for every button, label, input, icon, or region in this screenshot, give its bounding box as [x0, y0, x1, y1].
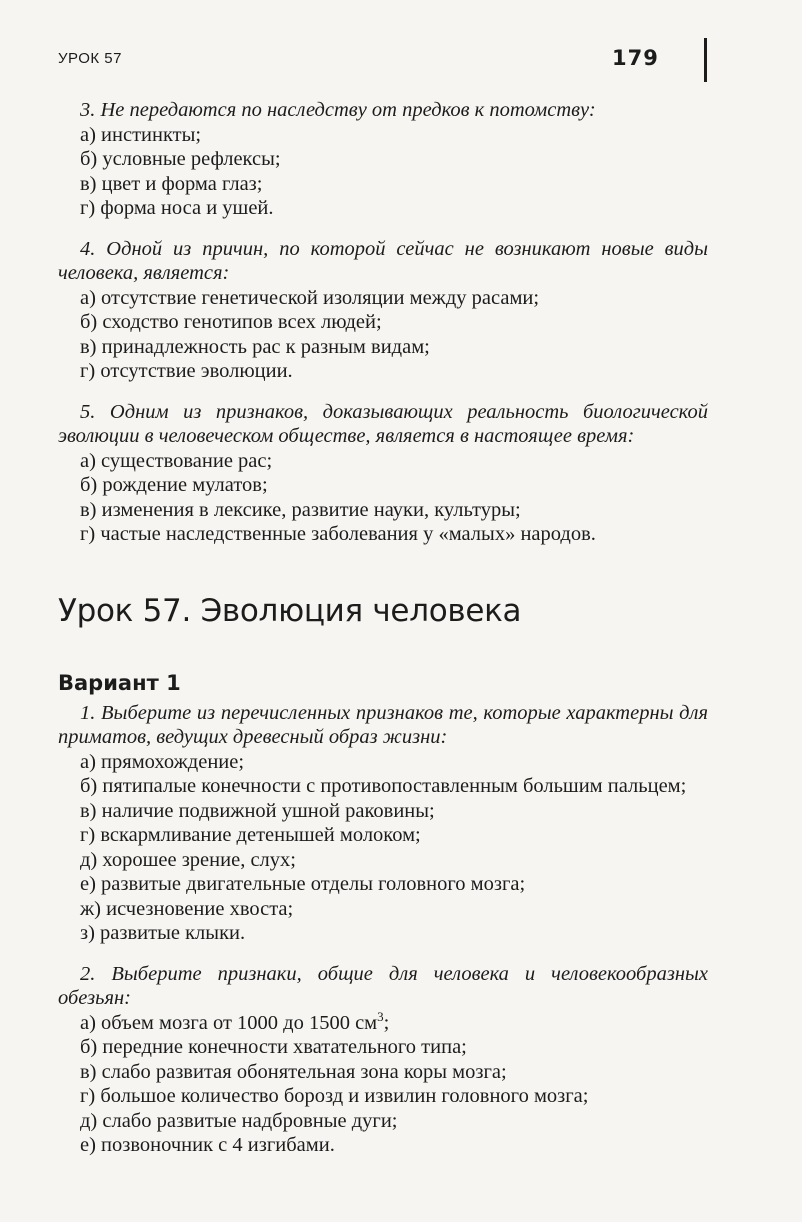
- answer-option: д) слабо развитые надбровные дуги;: [80, 1109, 398, 1132]
- question-3: [58, 98, 708, 221]
- question-prompt: 5. Одним из признаков, доказывающих реальность биологической эволюции в человеческом обществе, является в настоящее время:: [58, 400, 708, 447]
- variant-title: Вариант 1: [58, 670, 181, 695]
- answer-option: в) принадлежность рас к разным видам;: [80, 335, 430, 358]
- answer-option: г) отсутствие эволюции.: [80, 360, 293, 382]
- running-head: УРОК 57: [58, 50, 122, 67]
- answer-option: а) прямохождение;: [80, 750, 245, 773]
- answer-option: [58, 1008, 708, 1036]
- answer-option: а) отсутствие генетической изоляции между расами;: [80, 286, 540, 309]
- answer-option: д) хорошее зрение, слух;: [80, 848, 296, 871]
- option-text-end: ;: [383, 1011, 390, 1034]
- answer-option: з) развитые клыки.: [80, 922, 246, 944]
- answer-option: е) развитые двигательные отделы головного мозга;: [80, 873, 526, 895]
- answer-option: г) форма носа и ушей.: [80, 197, 274, 219]
- question-prompt: 2. Выберите признаки, общие для человека и человекообразных обезьян:: [58, 962, 708, 1009]
- answer-option: е) позвоночник с 4 изгибами.: [80, 1134, 335, 1156]
- answer-option: б) сходство генотипов всех людей;: [80, 311, 382, 333]
- answer-option: б) передние конечности хватательного типа;: [80, 1036, 467, 1058]
- option-text: а) объем мозга от 1000 до 1500 см: [80, 1011, 378, 1034]
- lesson-title: Урок 57. Эволюция человека: [58, 592, 522, 629]
- answer-option: ж) исчезновение хвоста;: [80, 897, 294, 920]
- answer-option: б) условные рефлексы;: [80, 148, 281, 170]
- question-4: [58, 237, 708, 384]
- page-number: 179: [612, 46, 659, 70]
- answer-option: г) частые наследственные заболевания у «малых» народов.: [80, 523, 596, 545]
- question-prompt: 3. Не передаются по наследству от предков к потомству:: [80, 99, 596, 121]
- answer-option: в) наличие подвижной ушной раковины;: [80, 799, 435, 822]
- superscript: 3: [377, 1008, 384, 1024]
- answer-option: в) слабо развитая обонятельная зона коры мозга;: [80, 1060, 507, 1083]
- question-prompt: 4. Одной из причин, по которой сейчас не возникают новые виды человека, является:: [58, 237, 708, 284]
- answer-option: г) вскармливание детенышей молоком;: [80, 824, 421, 846]
- question-5: [58, 400, 708, 547]
- answer-option: а) существование рас;: [80, 449, 273, 472]
- page-number-rule: [704, 38, 707, 82]
- answer-option: в) цвет и форма глаз;: [80, 172, 263, 195]
- question-prompt: 1. Выберите из перечисленных признаков те, которые характерны для приматов, ведущих древесный образ жизни:: [58, 701, 708, 748]
- lesson-question-1: [58, 701, 708, 946]
- answer-option: б) рождение мулатов;: [80, 474, 268, 496]
- answer-option: а) инстинкты;: [80, 123, 202, 146]
- answer-option: г) большое количество борозд и извилин головного мозга;: [80, 1085, 589, 1107]
- answer-option: в) изменения в лексике, развитие науки, культуры;: [80, 498, 521, 521]
- page-content: [58, 98, 708, 1158]
- answer-option: б) пятипалые конечности с противопоставленным большим пальцем;: [80, 775, 687, 797]
- lesson-question-2: [58, 962, 708, 1158]
